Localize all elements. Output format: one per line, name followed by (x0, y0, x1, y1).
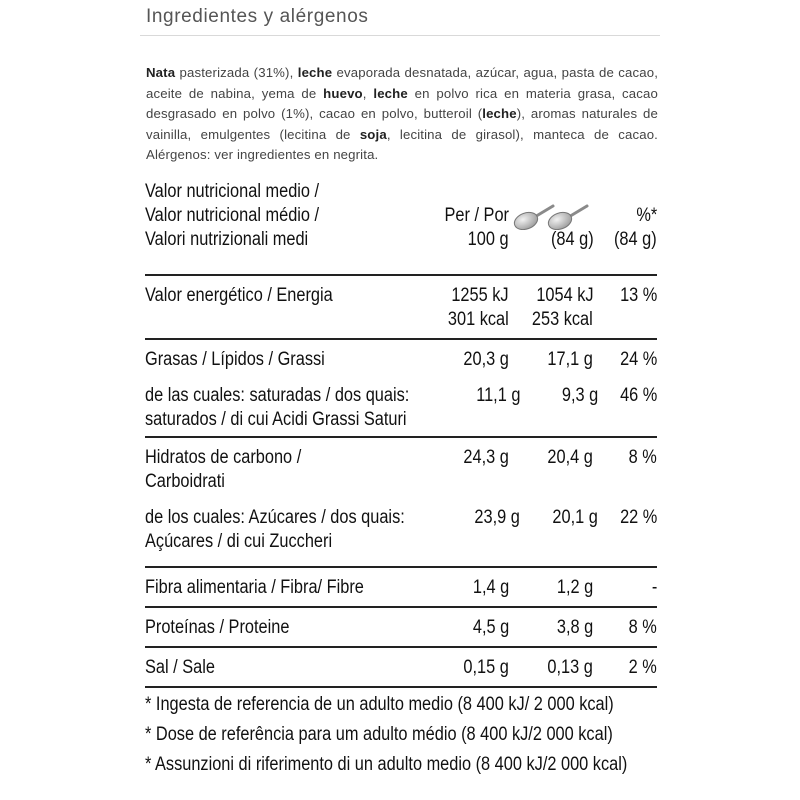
per-portion-value (509, 616, 593, 640)
header-label-line: Valori nutrizionali medi (145, 229, 309, 250)
ingredient-text: en polvo rica en materia grasa, cacao desgrasado en polvo (1%), cacao en polvo, butteroil ( (146, 85, 658, 122)
header-label-line: Valor nutricional médio / (145, 205, 320, 226)
per-portion-value (509, 446, 593, 470)
nutrition-row-protein (145, 614, 657, 646)
ingredient-text: ), aromas naturales de vainilla, emulgentes (lecitina de (146, 106, 658, 142)
section-title: Ingredientes y alérgenos (146, 6, 369, 27)
reference-intake-pct-value: 22 % (619, 507, 657, 528)
per-portion-value-line: 3,8 g (556, 617, 594, 638)
reference-intake-pct-value: 46 % (619, 385, 657, 406)
header-pct (593, 180, 657, 252)
allergen-text: soja (359, 126, 387, 142)
table-rule (145, 606, 657, 608)
per-100g-value (417, 576, 509, 600)
row-label-line: Carboidrati (145, 471, 225, 492)
per-100g-value-line: 0,15 g (463, 657, 509, 678)
per-portion-value-line: 9,3 g (561, 385, 599, 406)
per-portion-value-line: 20,4 g (547, 447, 594, 468)
reference-intake-pct-value: - (651, 577, 657, 598)
row-label (145, 384, 435, 432)
reference-intake-pct (598, 506, 657, 530)
row-label-line: Proteínas / Proteine (145, 617, 290, 638)
ingredient-text: evaporada desnatada, azúcar, agua, pasta de cacao, aceite de nabina, yema de (146, 65, 659, 101)
per-100g-value-line: 301 kcal (447, 309, 509, 330)
two-spoons-icon (509, 204, 593, 228)
table-rule (145, 566, 657, 568)
row-label (145, 576, 417, 600)
header-label-line: Valor nutricional medio / (145, 181, 320, 202)
per-100g-value (417, 656, 509, 680)
reference-intake-pct (593, 616, 657, 640)
header-per (417, 180, 509, 252)
header-per-line: Per / Por (444, 205, 509, 226)
spoon-right (546, 206, 587, 230)
per-portion-value-line: 17,1 g (547, 349, 594, 370)
per-100g-value (417, 616, 509, 640)
table-header (145, 180, 657, 268)
reference-intake-pct (598, 384, 657, 408)
header-per-line: 100 g (467, 229, 509, 250)
per-portion-value (509, 576, 593, 600)
per-portion-value (509, 284, 593, 332)
per-portion-value (520, 384, 598, 408)
title-divider (140, 35, 660, 36)
table-rule (145, 686, 657, 688)
row-label-line: Fibra alimentaria / Fibra/ Fibre (145, 577, 364, 598)
table-rule (145, 274, 657, 276)
allergen-text: leche (297, 65, 333, 81)
row-label-line: Hidratos de carbono / (145, 447, 302, 468)
allergen-text: leche (482, 106, 517, 122)
row-label (145, 284, 417, 308)
spoon-left (512, 206, 553, 230)
row-label-line: Grasas / Lípidos / Grassi (145, 349, 325, 370)
per-100g-value (417, 348, 509, 372)
nutrition-row-sugars (145, 504, 657, 566)
per-100g-value (435, 506, 520, 530)
row-label-line: Açúcares / di cui Zuccheri (145, 531, 333, 552)
reference-intake-pct (593, 656, 657, 680)
per-portion-value (520, 506, 598, 530)
reference-intake-pct-value: 24 % (619, 349, 657, 370)
two-spoons-icon-svg (509, 204, 593, 230)
reference-intake-pct (593, 348, 657, 372)
reference-intake-pct (593, 284, 657, 308)
nutrition-row-salt (145, 654, 657, 686)
per-portion-value (509, 656, 593, 680)
allergen-text: leche (373, 85, 408, 101)
reference-intake-pct-value: 2 % (628, 657, 657, 678)
row-label-line: de las cuales: saturadas / dos quais: (145, 385, 410, 406)
table-body (145, 282, 657, 688)
footnotes (145, 690, 657, 780)
row-label (145, 446, 417, 494)
table-rule (145, 338, 657, 340)
nutrition-row-fat (145, 346, 657, 382)
header-pct-line: (84 g) (614, 229, 657, 250)
ingredient-text: , (362, 85, 374, 101)
per-100g-value-line: 1255 kJ (451, 285, 509, 306)
reference-intake-pct (593, 446, 657, 470)
per-portion-value-line: 1054 kJ (535, 285, 594, 306)
nutrition-row-carbohydrate (145, 444, 657, 504)
header-portion (509, 180, 593, 252)
per-portion-value-line: 1,2 g (556, 577, 594, 598)
row-label (145, 506, 435, 554)
row-label (145, 348, 417, 372)
row-label-line: saturados / di cui Acidi Grassi Saturi (145, 409, 407, 430)
table-rule (145, 646, 657, 648)
per-portion-value-line: 0,13 g (547, 657, 594, 678)
ingredient-text: pasterizada (31%), (175, 65, 298, 81)
per-portion-value-line: 253 kcal (532, 309, 594, 330)
reference-intake-pct-value: 8 % (628, 447, 657, 468)
row-label (145, 616, 417, 640)
footnote: * Dose de referência para um adulto médio (8 400 kJ/2 000 kcal) (145, 724, 613, 745)
header-label (145, 180, 417, 252)
nutrition-table (145, 180, 657, 780)
per-portion-value (509, 348, 593, 372)
per-100g-value (417, 284, 509, 332)
per-100g-value-line: 24,3 g (463, 447, 509, 468)
nutrition-row-energy (145, 282, 657, 338)
footnote: * Ingesta de referencia de un adulto medio (8 400 kJ/ 2 000 kcal) (145, 694, 614, 715)
per-100g-value (435, 384, 520, 408)
reference-intake-pct-value: 8 % (628, 617, 657, 638)
ingredients-text (146, 63, 658, 166)
per-100g-value (417, 446, 509, 470)
nutrition-row-fibre (145, 574, 657, 606)
table-rule (145, 436, 657, 438)
row-label-line: de los cuales: Azúcares / dos quais: (145, 507, 405, 528)
ingredient-text: , lecitina de girasol), manteca de cacao. Alérgenos: ver ingredientes en negrita. (146, 126, 658, 163)
header-pct-line: %* (636, 205, 657, 226)
row-label (145, 656, 417, 680)
row-label-line: Sal / Sale (145, 657, 215, 678)
footnote: * Assunzioni di riferimento di un adulto medio (8 400 kJ/2 000 kcal) (145, 754, 628, 775)
header-portion-line: (84 g) (550, 229, 594, 250)
per-100g-value-line: 1,4 g (472, 577, 509, 598)
per-portion-value-line: 20,1 g (552, 507, 599, 528)
reference-intake-pct-value: 13 % (619, 285, 657, 306)
reference-intake-pct (593, 576, 657, 600)
per-100g-value-line: 11,1 g (475, 385, 520, 406)
per-100g-value-line: 4,5 g (472, 617, 509, 638)
allergen-text: huevo (323, 85, 363, 101)
per-100g-value-line: 23,9 g (474, 507, 520, 528)
allergen-text: Nata (146, 65, 176, 81)
nutrition-row-saturates (145, 382, 657, 436)
per-100g-value-line: 20,3 g (463, 349, 509, 370)
row-label-line: Valor energético / Energia (145, 285, 333, 306)
